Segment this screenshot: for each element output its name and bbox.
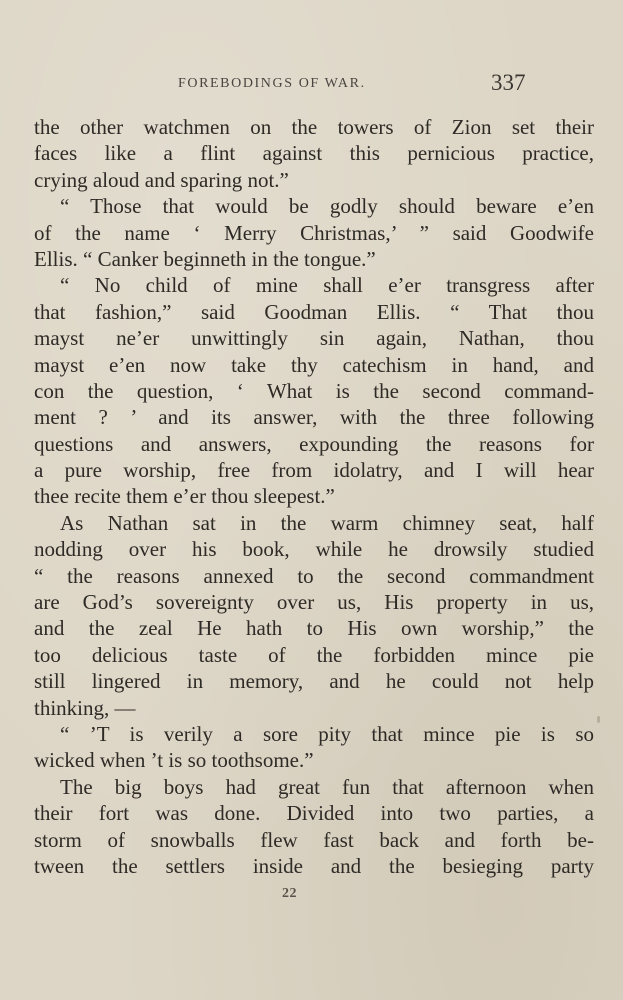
text-line: As Nathan sat in the warm chimney seat, half [60,510,594,535]
text-line: of the name ‘ Merry Christmas,’ ” said Goodwife [34,220,594,245]
text-line: nodding over his book, while he drowsily studied [34,537,594,562]
text-line: are God’s sovereignty over us, His property in us, [34,590,594,615]
running-title: FOREBODINGS OF WAR. [178,76,366,91]
page-number: 337 [491,70,526,95]
body-text [34,114,594,879]
text-line: “ ’T is verily a sore pity that mince pie is so [60,721,594,746]
text-line: “ No child of mine shall e’er transgress after [60,273,594,298]
text-line: the other watchmen on the towers of Zion set their [34,115,594,139]
text-line: Ellis. “ Canker beginneth in the tongue.” [34,246,376,271]
text-line: storm of snowballs flew fast back and forth be- [34,827,594,852]
text-line: questions and answers, expounding the reasons for [34,431,594,456]
text-line: too delicious taste of the forbidden mince pie [34,642,594,667]
text-line: mayst ne’er unwittingly sin again, Nathan, thou [34,326,594,351]
paper-speck [597,716,600,723]
text-line: their fort was done. Divided into two parties, a [34,801,594,826]
text-line: mayst e’en now take thy catechism in hand, and [34,352,594,377]
text-line: ment ? ’ and its answer, with the three following [34,405,594,430]
text-line: faces like a flint against this pernicious practice, [34,141,594,166]
text-line: a pure worship, free from idolatry, and I will hear [34,458,594,483]
text-line: The big boys had great fun that afternoon when [60,774,594,799]
signature-mark: 22 [282,886,297,901]
text-line: “ Those that would be godly should beware e’en [60,194,594,219]
text-line: “ the reasons annexed to the second commandment [34,563,594,588]
text-line: tween the settlers inside and the besieging party [34,853,594,878]
text-line: and the zeal He hath to His own worship,” the [34,616,594,641]
text-line: thinking, — [34,695,136,720]
text-line: still lingered in memory, and he could not help [34,669,594,694]
text-line: con the question, ‘ What is the second command- [34,378,594,403]
running-head [0,70,623,96]
text-line: thee recite them e’er thou sleepest.” [34,484,335,509]
text-line: crying aloud and sparing not.” [34,167,289,192]
text-line: wicked when ’t is so toothsome.” [34,748,314,773]
text-line: that fashion,” said Goodman Ellis. “ That thou [34,299,594,324]
